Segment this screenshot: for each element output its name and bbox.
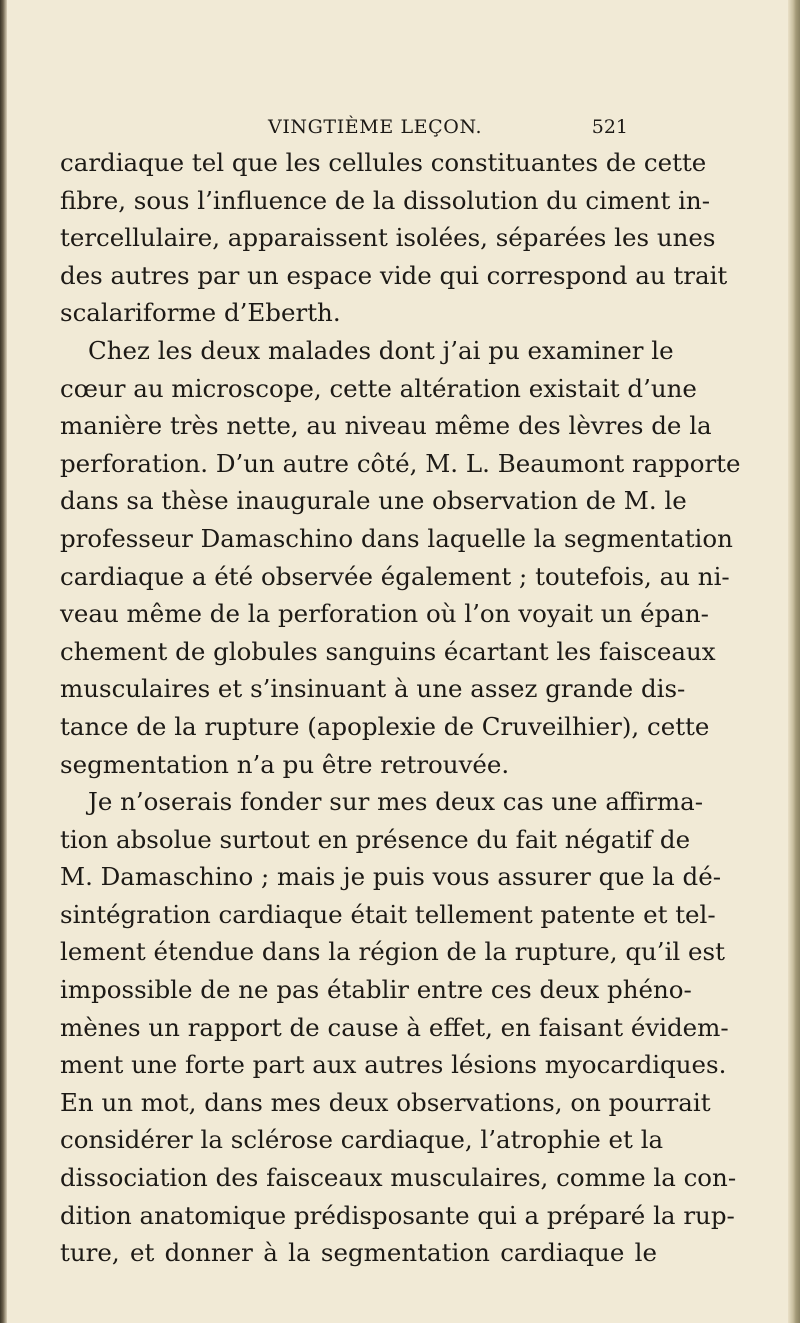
text-line: cardiaque tel que les cellules constituantes de cette [60,148,707,177]
text-line: dition anatomique prédisposante qui a préparé la rup- [60,1200,735,1230]
text-line: ture, et donner à la segmentation cardiaque le [60,1238,657,1268]
text-line: tion absolue surtout en présence du fait négatif de [60,824,691,854]
text-line: segmentation n’a pu être retrouvée. [60,749,510,779]
text-line: chement de globules sanguins écartant les faisceaux [60,636,716,666]
text-line: ment une forte part aux autres lésions myocardiques. [60,1050,727,1080]
text-line: fibre, sous l’influence de la dissolution du ciment in- [60,185,710,215]
text-line: M. Damaschino ; mais je puis vous assurer que la dé- [60,862,722,892]
page-number: 521 [591,116,628,138]
text-line: tance de la rupture (apoplexie de Cruveilhier), cette [60,711,710,741]
text-line: Chez les deux malades dont j’ai pu examiner le [88,335,674,365]
text-line: musculaires et s’insinuant à une assez grande dis- [60,674,686,704]
text-line: lement étendue dans la région de la rupture, qu’il est [60,937,725,967]
text-line: mènes un rapport de cause à effet, en faisant évidem- [60,1012,729,1042]
text-line: considérer la sclérose cardiaque, l’atrophie et la [60,1125,664,1155]
running-head [268,114,628,140]
text-line: tercellulaire, apparaissent isolées, séparées les unes [60,223,716,253]
text-line: des autres par un espace vide qui correspond au trait [60,260,728,290]
page-left-edge [0,0,7,1323]
text-line: cardiaque a été observée également ; toutefois, au ni- [60,561,730,591]
text-line: sintégration cardiaque était tellement patente et tel- [60,899,716,929]
text-line: dans sa thèse inaugurale une observation de M. le [60,486,687,516]
text-line: dissociation des faisceaux musculaires, comme la con- [60,1163,737,1193]
text-line: scalariforme d’Eberth. [60,298,341,328]
text-line: Je n’oserais fonder sur mes deux cas une affirma- [88,787,704,817]
text-line: En un mot, dans mes deux observations, on pourrait [60,1087,711,1117]
text-line: veau même de la perforation où l’on voyait un épan- [60,599,709,629]
body-text [60,144,741,1272]
text-line: impossible de ne pas établir entre ces deux phéno- [60,975,692,1005]
text-line: perforation. D’un autre côté, M. L. Beaumont rapporte [60,448,741,478]
text-line: professeur Damaschino dans laquelle la segmentation [60,523,733,553]
page-right-edge [788,0,800,1323]
text-line: manière très nette, au niveau même des lèvres de la [60,411,712,441]
text-line: cœur au microscope, cette altération existait d’une [60,373,697,403]
running-title: VINGTIÈME LEÇON. [268,116,483,138]
